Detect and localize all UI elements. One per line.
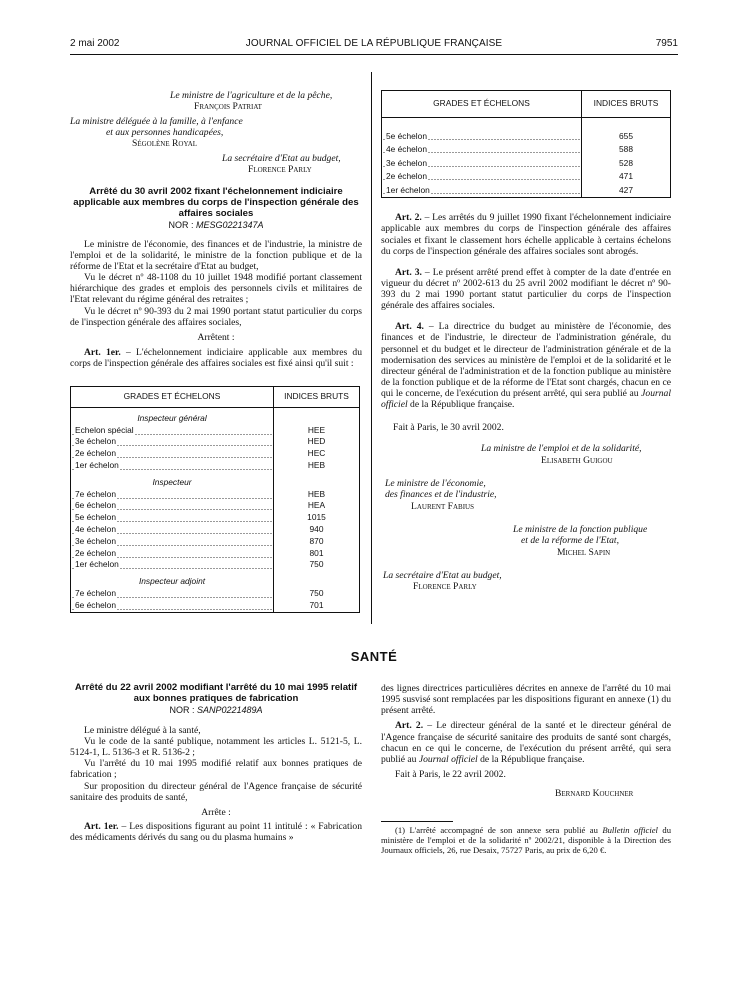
signature-role: La ministre de l'emploi et de la solidarité, (481, 443, 642, 455)
left-column-upper (70, 90, 362, 369)
grade-cell (71, 512, 274, 524)
grade-cell (71, 460, 274, 472)
footnote-text: (1) L'arrêté accompagné de son annexe sera publié au (395, 825, 603, 836)
column-header-grades: GRADES ET ÉCHELONS (71, 387, 274, 408)
group-title: Inspecteur (71, 477, 274, 489)
article-text: – Le présent arrêté prend effet à compter de la date d'entrée en vigueur du décret nº 2002-613 du 25 avril 2002 modifiant le décret nº 90-393 du 2 mai 1990 portant statut particulier du corps de l'inspection générale des affaires sociales. (381, 266, 671, 312)
signature-block-fonction-publique (513, 524, 671, 558)
table-row (71, 559, 360, 571)
article-4 (381, 321, 671, 410)
paragraph: Le ministre délégué à la santé, (84, 724, 201, 736)
grade-label: 5e échelon (386, 130, 427, 141)
signature-block-emploi (481, 443, 671, 466)
indice-cell: HEB (274, 489, 360, 501)
indice-cell: HEC (274, 448, 360, 460)
table-row (71, 489, 360, 501)
signature-role: des finances et de l'industrie, (385, 489, 497, 501)
article-text: – Les dispositions figurant au point 11 intitulé : « Fabrication des médicaments dérivés du sang ou du plasma humains » (70, 820, 362, 844)
grade-cell (71, 588, 274, 600)
group-row (71, 477, 360, 489)
table-row (382, 170, 671, 184)
indice-cell: 528 (582, 157, 671, 171)
indice-cell: 701 (274, 600, 360, 612)
grade-cell (71, 536, 274, 548)
arrete-title: Arrêté du 30 avril 2002 fixant l'échelonnement indiciaire applicable aux membres du corps de l'inspection générale des affaires sociales (73, 186, 359, 219)
grade-label: Echelon spécial (75, 424, 134, 435)
grade-label: 5e échelon (75, 512, 116, 523)
header-rule (70, 54, 678, 55)
table-row (71, 512, 360, 524)
indice-cell: 471 (582, 170, 671, 184)
grade-cell (71, 500, 274, 512)
bulletin-officiel-ref: Bulletin officiel (602, 825, 658, 836)
article-label: Art. 1er. (84, 346, 121, 358)
indice-cell: 1015 (274, 512, 360, 524)
indice-cell: 427 (582, 184, 671, 198)
column-header-grades: GRADES ET ÉCHELONS (382, 91, 582, 118)
grade-cell (71, 425, 274, 437)
table-row (382, 184, 671, 198)
indice-cell: HEB (274, 460, 360, 472)
signature-role: Le ministre de la fonction publique (513, 523, 648, 535)
grade-cell (71, 448, 274, 460)
article-label: Art. 4. (395, 321, 424, 333)
grade-label: 7e échelon (75, 488, 116, 499)
signature-block-agriculture (170, 90, 362, 113)
grade-cell (71, 548, 274, 560)
grade-cell (71, 559, 274, 571)
indice-cell: HEE (274, 425, 360, 437)
nor-label: NOR : (169, 705, 195, 716)
article-label: Art. 3. (395, 266, 422, 278)
table-row (71, 536, 360, 548)
column-header-indices: INDICES BRUTS (582, 91, 671, 118)
grade-cell (71, 489, 274, 501)
indice-cell: 870 (274, 536, 360, 548)
article-text: de la République française. (477, 753, 585, 765)
signature-role: La secrétaire d'Etat au budget, (383, 569, 502, 581)
grade-label: 1er échelon (386, 184, 430, 195)
right-column-lower (381, 683, 671, 856)
signature-block-economie (385, 478, 671, 512)
signature-block-budget-2 (383, 570, 671, 593)
grade-cell (382, 157, 582, 171)
indice-cell: 750 (274, 588, 360, 600)
nor-label: NOR : (168, 220, 194, 231)
indice-cell: HED (274, 436, 360, 448)
section-title: SANTÉ (350, 649, 398, 664)
signature-name: Ségolène Royal (132, 138, 198, 150)
fait-a-paris: Fait à Paris, le 22 avril 2002. (395, 768, 506, 780)
signature-block-famille (70, 116, 362, 150)
article-text: – Le directeur général de la santé et le directeur général de l'Agence française de sécurité sanitaire des produits de santé sont chargés, chacun en ce qui le concerne, de l'exécution du présent arrêté, qui sera publié au (381, 720, 671, 765)
table-row (382, 130, 671, 144)
signature-name: Florence Parly (248, 163, 312, 175)
paragraph: Vu le décret nº 48-1108 du 10 juillet 1948 modifié portant classement hiérarchique des grades et emplois des personnels civils et militaires de l'Etat relevant du régime général des retraites ; (70, 272, 362, 306)
article-label: Art. 2. (395, 720, 424, 732)
article-text: – La directrice du budget au ministère de l'économie, des finances et de l'industrie, le directeur de l'administration générale, du personnel et du budget et le directeur de l'administration générale et de la modernisation des services au ministère de l'emploi et de la solidarité et le directeur général de l'administration et de la fonction publique au ministère de la fonction publique et de la réforme de l'Etat sont chargés, chacun en ce qui le concerne, de l'exécution du présent arrêté, qui sera publié au (381, 321, 671, 399)
indice-cell: 750 (274, 559, 360, 571)
grade-label: 7e échelon (75, 587, 116, 598)
table-row (71, 548, 360, 560)
journal-officiel-ref: Journal officiel (418, 753, 478, 765)
grade-cell (382, 170, 582, 184)
indice-cell: HEA (274, 500, 360, 512)
page-header (70, 38, 678, 52)
column-header-indices: INDICES BRUTS (274, 387, 360, 408)
signature-role: et de la réforme de l'Etat, (521, 535, 619, 547)
table-row (71, 588, 360, 600)
signature-role: et aux personnes handicapées, (106, 126, 224, 138)
footnote-text: du ministère de l'emploi et de la solidarité nº 2002/21, disponible à la Direction des Journaux officiels, 26, rue Desaix, 75727 Paris, au prix de 6,20 €. (381, 825, 671, 855)
article-1 (70, 347, 362, 369)
grade-label: 2e échelon (386, 171, 427, 182)
signature-name: François Patriat (194, 101, 262, 113)
grade-cell (382, 143, 582, 157)
table-row (382, 157, 671, 171)
arretent-label: Arrêtent : (197, 331, 235, 343)
footnote-rule (381, 821, 453, 822)
left-column-lower (70, 683, 362, 843)
indice-cell: 801 (274, 548, 360, 560)
arrete-title: Arrêté du 22 avril 2002 modifiant l'arrêté du 10 mai 1995 relatif aux bonnes pratiques de fabrication (74, 682, 358, 704)
grade-cell (382, 184, 582, 198)
table-row (71, 524, 360, 536)
grade-label: 6e échelon (75, 599, 116, 610)
header-date: 2 mai 2002 (70, 38, 120, 49)
nor-reference (70, 705, 362, 715)
table-row (71, 448, 360, 460)
article-label: Art. 2. (395, 212, 422, 224)
indice-cell: 655 (582, 130, 671, 144)
signature-block-budget (222, 153, 362, 176)
signature-role: Le ministre de l'économie, (385, 478, 486, 489)
table-row (71, 500, 360, 512)
article-text: de la République française. (407, 399, 515, 411)
signature-name: Laurent Fabius (411, 500, 474, 512)
right-column (381, 90, 671, 593)
table-row (71, 600, 360, 612)
journal-title: JOURNAL OFFICIEL DE LA RÉPUBLIQUE FRANÇAISE (245, 38, 503, 49)
table-row (382, 143, 671, 157)
signature-name: Michel Sapin (557, 546, 611, 558)
grade-label: 1er échelon (75, 559, 119, 570)
indice-cell: 588 (582, 143, 671, 157)
paragraph: Vu l'arrêté du 10 mai 1995 modifié relatif aux bonnes pratiques de fabrication ; (70, 758, 362, 781)
spacer-row (382, 117, 671, 130)
column-separator (371, 72, 372, 624)
arrete-label: Arrête : (201, 806, 231, 818)
grade-cell (71, 600, 274, 612)
nor-code: SANP0221489A (196, 705, 263, 716)
group-row (71, 576, 360, 588)
article-3 (381, 267, 671, 312)
grade-label: 3e échelon (386, 157, 427, 168)
signature-role: La secrétaire d'Etat au budget, (222, 152, 341, 164)
grade-cell (71, 436, 274, 448)
article-2 (381, 212, 671, 257)
indice-cell: 940 (274, 524, 360, 536)
grade-cell (71, 524, 274, 536)
article-2 (381, 720, 671, 765)
article-label: Art. 1er. (84, 820, 119, 832)
fait-a-paris: Fait à Paris, le 30 avril 2002. (393, 422, 504, 434)
paragraph: Sur proposition du directeur général de l'Agence française de sécurité sanitaire des produits de santé, (70, 780, 362, 803)
signature-name: Florence Parly (413, 581, 477, 593)
table-row (71, 436, 360, 448)
indices-table-1 (70, 386, 360, 613)
paragraph: Vu le code de la santé publique, notamment les articles L. 5121-5, L. 5124-1, L. 5136-3 et R. 5136-2 ; (70, 736, 362, 759)
footnote (381, 826, 671, 856)
table-row (71, 425, 360, 437)
group-title: Inspecteur adjoint (71, 576, 274, 588)
signature-name: Bernard Kouchner (555, 788, 634, 799)
signature-name: Elisabeth Guigou (541, 454, 613, 466)
signature-role: Le ministre de l'agriculture et de la pêche, (170, 90, 333, 101)
signature-role: La ministre déléguée à la famille, à l'enfance (70, 115, 243, 127)
grade-label: 6e échelon (75, 500, 116, 511)
grade-label: 2e échelon (75, 448, 116, 459)
paragraph: Vu le décret nº 90-393 du 2 mai 1990 portant statut particulier du corps de l'inspection générale des affaires sociales, (70, 305, 362, 328)
grade-label: 1er échelon (75, 459, 119, 470)
journal-officiel-ref: Journal officiel (381, 388, 671, 411)
grade-label: 4e échelon (386, 144, 427, 155)
paragraph: Le ministre de l'économie, des finances et de l'industrie, la ministre de l'emploi et de la solidarité, le ministre de la fonction publique et de la réforme de l'Etat et la secrétaire d'Etat au budget, (70, 238, 362, 273)
nor-reference (70, 220, 362, 230)
grade-label: 4e échelon (75, 523, 116, 534)
grade-cell (382, 130, 582, 144)
article-1 (70, 821, 362, 843)
grade-label: 2e échelon (75, 547, 116, 558)
group-title: Inspecteur général (71, 413, 274, 425)
group-row (71, 413, 360, 425)
nor-code: MESG0221347A (195, 220, 264, 231)
table-row (71, 460, 360, 472)
article-text: – L'échelonnement indiciaire applicable aux membres du corps de l'inspection générale des affaires sociales est fixé ainsi qu'il suit : (70, 346, 363, 370)
article-1-continued: des lignes directrices particulières décrites en annexe de l'arrêté du 10 mai 1995 susvisé sont remplacées par les dispositions figurant en annexe (1) du présent arrêté. (381, 683, 671, 717)
grade-label: 3e échelon (75, 535, 116, 546)
article-text: – Les arrêtés du 9 juillet 1990 fixant l'échelonnement indiciaire applicable aux membres du corps de l'inspection générale des affaires sociales et fixant le classement hors échelle applicable à certains échelons du corps de l'inspection générale des affaires sociales sont abrogés. (381, 212, 671, 257)
page-number: 7951 (655, 38, 678, 49)
grade-label: 3e échelon (75, 436, 116, 447)
